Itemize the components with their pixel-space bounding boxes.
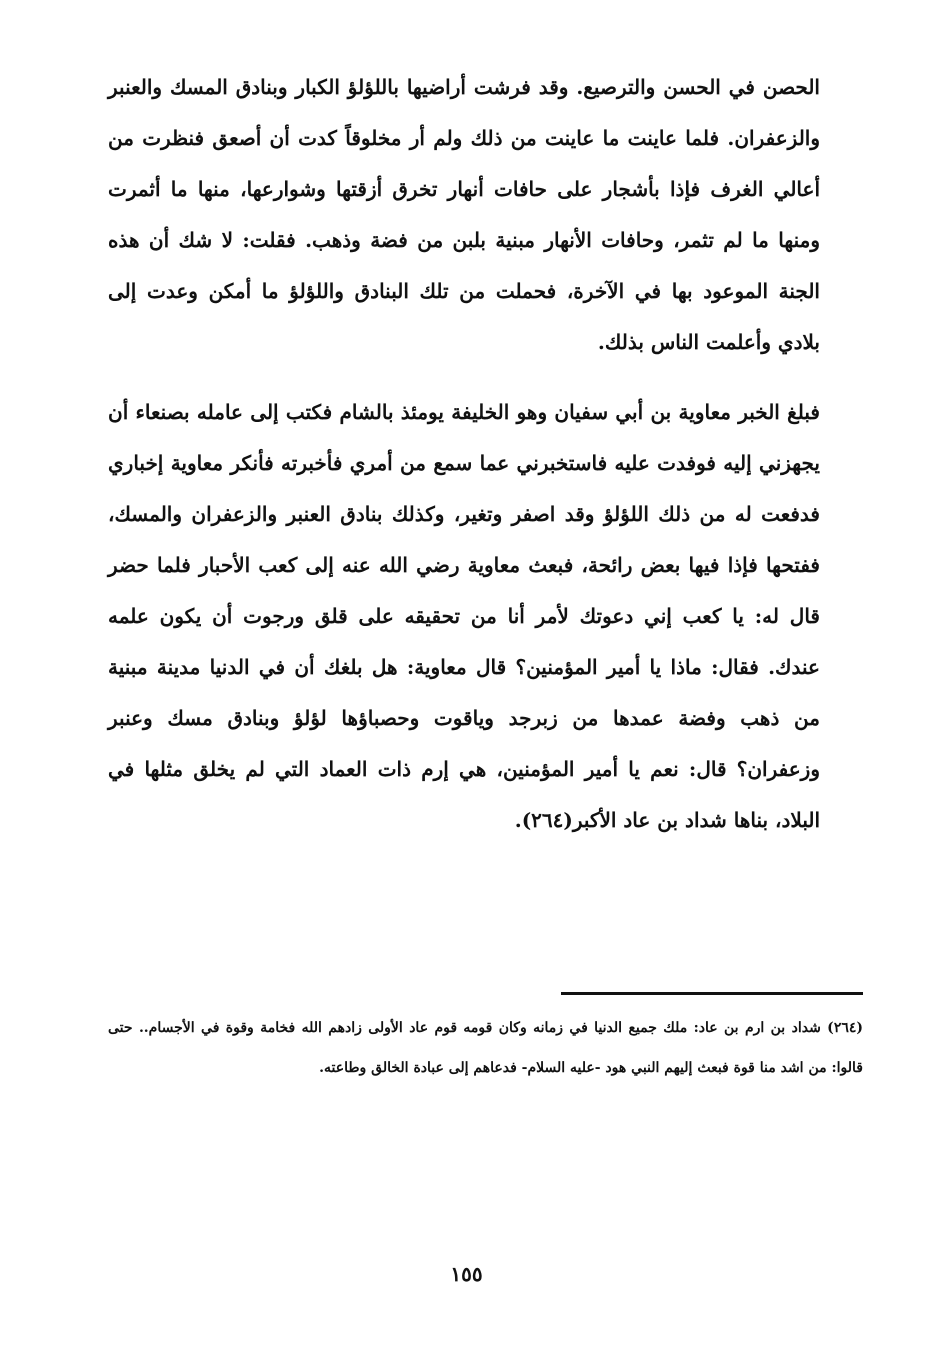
body-paragraph-1: الحصن في الحسن والترصيع. وقد فرشت أراضيها باللؤلؤ الكبار وبنادق المسك والعنبر والزعفران. فلما عاينت ما عاينت من ذلك ولم أر مخلوقاً كدت أن أصعق فنظرت من أعالي الغرف فإذا بأشجار على حافات أنهار تخرق أزقتها وشوارعها، منها ما أثمرت ومنها ما لم تثمر، وحافات الأنهار مبنية بلبن من فضة وذهب. فقلت: لا شك أن هذه الجنة الموعود بها في الآخرة، فحملت من تلك البنادق واللؤلؤ ما أمكن وعدت إلى بلادي وأعلمت الناس بذلك.	[108, 75, 821, 354]
footnote-264: (٢٦٤) شداد بن ارم بن عاد: ملك جميع الدنيا في زمانه وكان قومه قوم عاد الأولى زادهم الله فخامة وقوة في الأجسام.. حتى قالوا: من اشد منا قوة فبعث إليهم النبي هود -عليه السلام- فدعاهم إلى عبادة الخالق وطاعته.	[108, 1020, 863, 1076]
footnote-separator	[561, 992, 863, 995]
page-number: ١٥٥	[450, 1262, 483, 1286]
body-paragraph-2: فبلغ الخبر معاوية بن أبي سفيان وهو الخليفة يومئذ بالشام فكتب إلى عامله بصنعاء أن يجهزني إليه فوفدت عليه فاستخبرني عما سمع من أمري فأخبرته فأنكر معاوية إخباري فدفعت له من ذلك اللؤلؤ وقد اصفر وتغير، وكذلك بنادق العنبر والزعفران والمسك، ففتحها فإذا فيها بعض رائحة، فبعث معاوية رضي الله عنه إلى كعب الأحبار فلما حضر قال له: يا كعب إني دعوتك لأمر أنا من تحقيقه على قلق ورجوت أن يكون علمه عندك. فقال: ماذا يا أمير المؤمنين؟ قال معاوية: هل بلغك أن في الدنيا مدينة مبنية من ذهب وفضة عمدها من زبرجد وياقوت وحصباؤها لؤلؤ وبنادق مسك وعنبر وزعفران؟ قال: نعم يا أمير المؤمنين، هي إرم ذات العماد التي لم يخلق مثلها في البلاد، بناها شداد بن عاد الأكبر(٢٦٤).	[108, 400, 820, 832]
